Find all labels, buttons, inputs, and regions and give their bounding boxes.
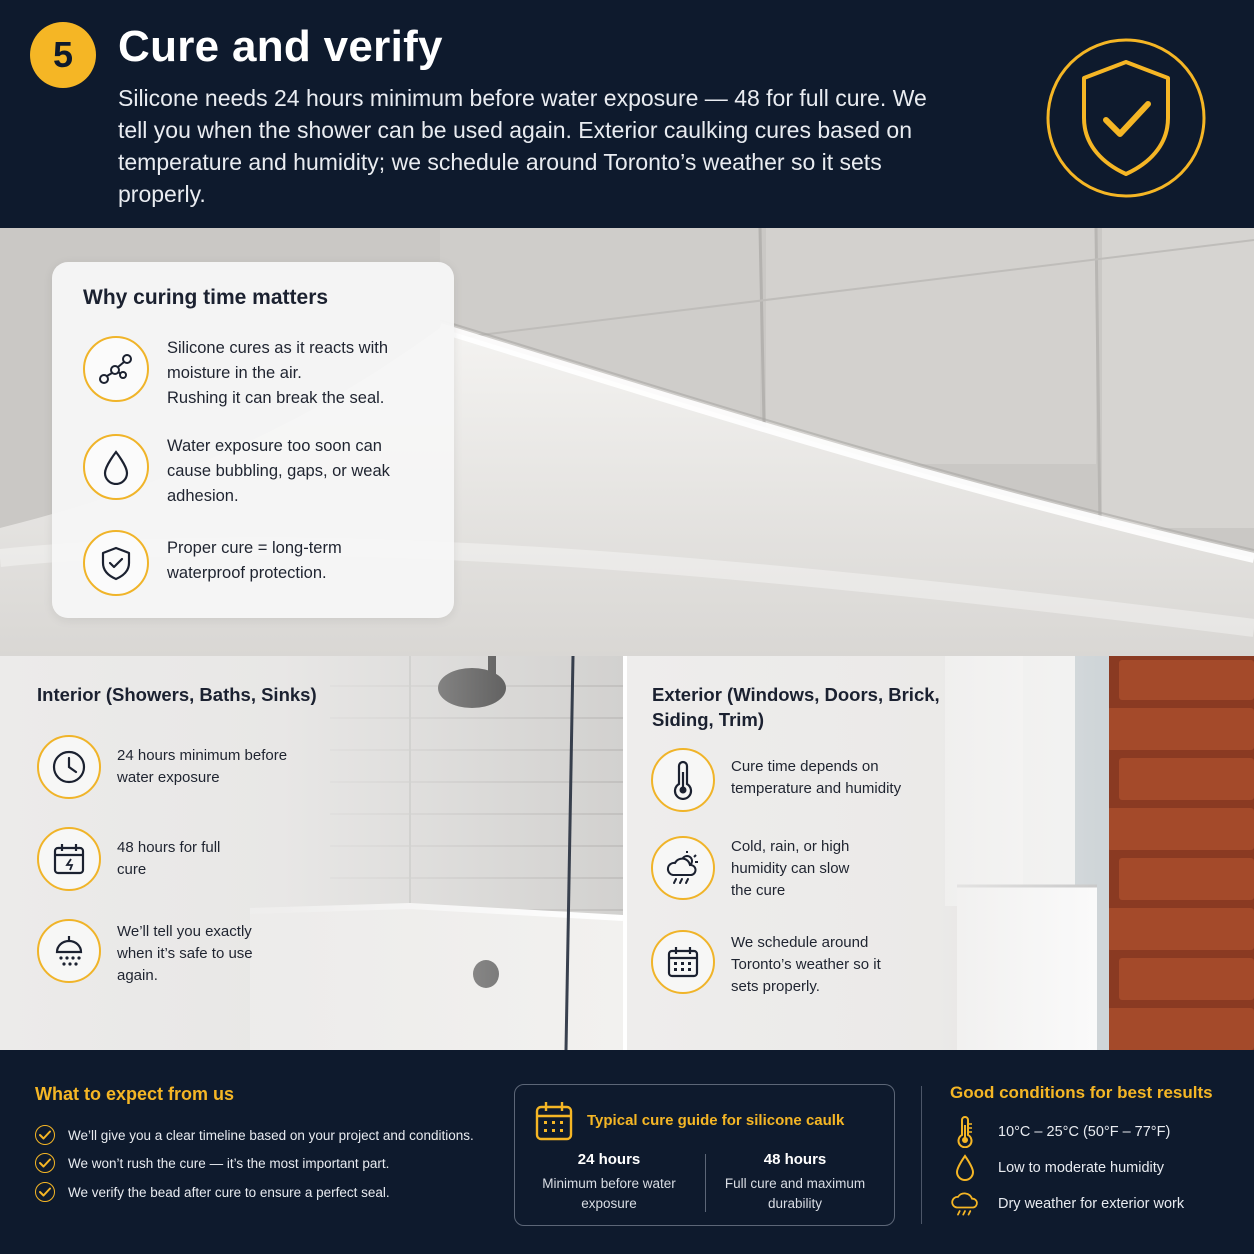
divider — [921, 1086, 922, 1224]
expect-item — [35, 1125, 474, 1145]
interior-item-text: We’ll tell you exactly when it’s safe to use again. — [117, 923, 253, 984]
shower-icon — [37, 919, 101, 983]
check-icon — [35, 1153, 55, 1173]
interior-item-text: 24 hours minimum before water exposure — [117, 747, 288, 786]
interior-item-text: 48 hours for full cure — [117, 839, 221, 878]
interior-item-2 — [37, 827, 227, 891]
exterior-item-text: Cold, rain, or high humidity can slow the cure — [731, 838, 850, 899]
cure-guide-description: Full cure and maximum durability — [724, 1176, 866, 1211]
exterior-title: Exterior (Windows, Doors, Brick, Siding, Trim) — [652, 684, 940, 730]
why-item-text: Silicone cures as it reacts with moisture in the air. Rushing it can break the seal. — [167, 339, 389, 407]
interior-item-3 — [37, 919, 277, 987]
condition-item-text: Low to moderate humidity — [998, 1160, 1165, 1176]
thermometer-icon — [651, 748, 715, 812]
cure-guide-column — [524, 1151, 694, 1214]
exterior-item-1 — [651, 748, 931, 812]
why-item-2 — [83, 434, 417, 509]
condition-item-text: 10°C – 25°C (50°F – 77°F) — [998, 1124, 1171, 1140]
divider — [705, 1154, 706, 1212]
cure-guide-title: Typical cure guide for silicone caulk — [587, 1112, 845, 1129]
header-lead: Silicone needs 24 hours minimum before water exposure — 48 for full cure. We tell you when the shower can be used again. Exterior caulking cures based on temperature and humidity; we schedule around Toronto’s weather so it sets properly. — [118, 85, 927, 207]
water-drop-icon — [950, 1152, 980, 1184]
exterior-item-text: Cure time depends on temperature and humidity — [731, 758, 902, 797]
conditions-title: Good conditions for best results — [950, 1083, 1213, 1102]
expect-item-text: We’ll give you a clear timeline based on your project and conditions. — [68, 1127, 474, 1143]
calendar-icon — [534, 1100, 574, 1142]
exterior-item-3 — [651, 930, 891, 998]
calendar-icon — [37, 827, 101, 891]
calendar-icon — [651, 930, 715, 994]
expect-title: What to expect from us — [35, 1084, 235, 1104]
expect-item-text: We verify the bead after cure to ensure a perfect seal. — [68, 1184, 390, 1200]
cure-guide-description: Minimum before water exposure — [542, 1176, 676, 1211]
page-title: Cure and verify — [118, 22, 443, 71]
condition-item — [950, 1116, 1170, 1148]
why-card-title: Why curing time matters — [83, 286, 329, 309]
rain-cloud-icon — [950, 1188, 980, 1220]
check-icon — [35, 1182, 55, 1202]
expect-item — [35, 1182, 390, 1202]
why-item-3 — [83, 530, 417, 596]
interior-title: Interior (Showers, Baths, Sinks) — [37, 684, 317, 705]
why-item-1 — [83, 336, 417, 411]
step-number-badge: 5 — [30, 22, 96, 88]
cure-guide-column — [710, 1151, 880, 1214]
condition-item — [950, 1152, 1164, 1184]
header — [0, 0, 1254, 228]
exterior-item-2 — [651, 836, 871, 902]
condition-item — [950, 1188, 1184, 1220]
thermometer-icon — [950, 1116, 980, 1148]
interior-item-1 — [37, 735, 307, 799]
exterior-item-text: We schedule around Toronto’s weather so it sets properly. — [731, 934, 881, 995]
why-item-text: Proper cure = long-term waterproof protection. — [167, 539, 342, 582]
check-icon — [35, 1125, 55, 1145]
expect-item — [35, 1153, 389, 1173]
cure-guide-duration: 24 hours — [577, 1151, 641, 1168]
expect-item-text: We won’t rush the cure — it’s the most important part. — [68, 1155, 390, 1171]
why-item-text: Water exposure too soon can cause bubbling, gaps, or weak adhesion. — [167, 437, 390, 505]
water-drop-icon — [83, 434, 149, 500]
molecule-icon — [83, 336, 149, 402]
shield-check-icon — [1044, 36, 1208, 200]
cure-guide-duration: 48 hours — [763, 1151, 827, 1168]
condition-item-text: Dry weather for exterior work — [998, 1196, 1185, 1212]
weather-icon — [651, 836, 715, 900]
shield-check-icon — [83, 530, 149, 596]
clock-icon — [37, 735, 101, 799]
